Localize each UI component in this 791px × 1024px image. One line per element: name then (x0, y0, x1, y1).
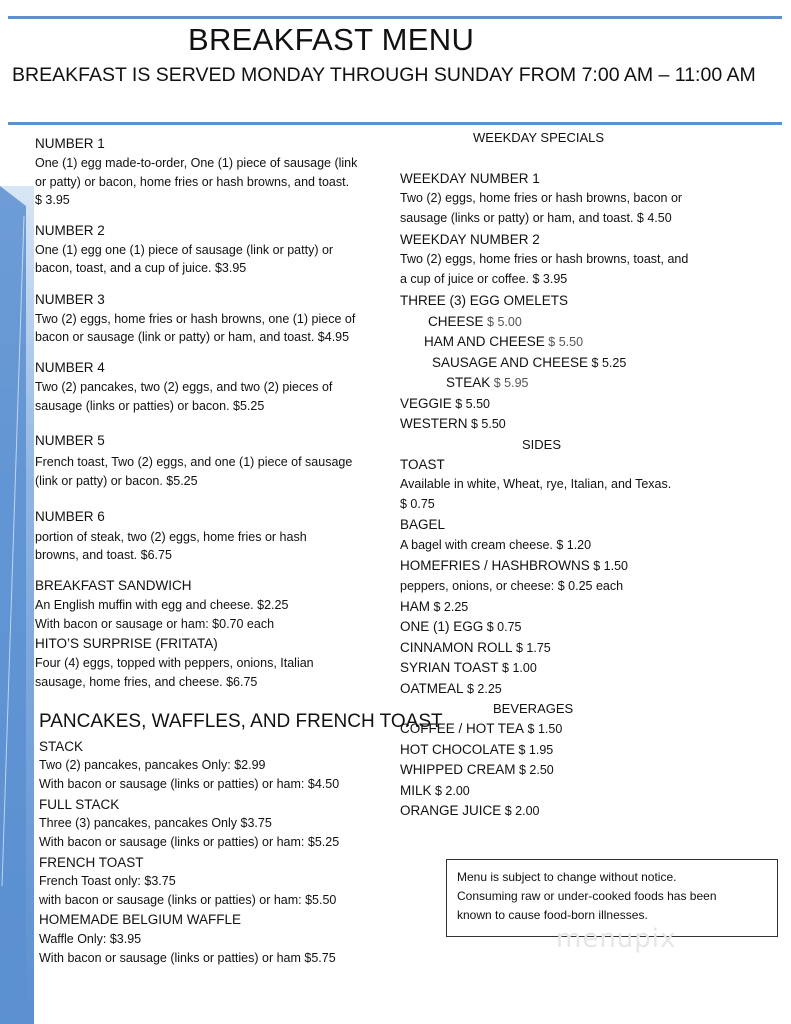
watermark: menupix (556, 924, 677, 954)
item-title: NUMBER 1 (35, 136, 105, 151)
item-line: Waffle Only: $3.95 (39, 932, 142, 946)
item-line: Available in white, Wheat, rye, Italian, and Texas. (400, 477, 672, 491)
item-title: NUMBER 2 (35, 223, 105, 238)
item-price: $ 2.00 (435, 784, 470, 798)
item-name: ORANGE JUICE (400, 803, 502, 818)
item-name: OATMEAL (400, 681, 464, 696)
item-price: $ 5.25 (591, 356, 627, 370)
header-bottom-rule (8, 122, 782, 125)
item-title: WEEKDAY NUMBER 2 (400, 232, 540, 247)
item-title: HITO’S SURPRISE (FRITATA) (35, 636, 218, 651)
item-line: Two (2) eggs, home fries or hash browns, toast, and (400, 252, 689, 266)
item-price: $ 1.50 (593, 559, 629, 573)
item-price: $ 5.00 (487, 315, 522, 329)
menu-line (432, 353, 626, 373)
section-heading-beverages: BEVERAGES (493, 701, 574, 716)
item-name: HAM (400, 599, 430, 614)
item-line: With bacon or sausage (links or patties) or ham $5.75 (39, 951, 336, 965)
item-line: An English muffin with egg and cheese. $2.25 (35, 598, 289, 612)
item-line: (link or patty) or bacon. $5.25 (35, 474, 198, 488)
item-name: WESTERN (400, 416, 468, 431)
item-line: portion of steak, two (2) eggs, home fries or hash (35, 530, 307, 544)
top-rule (8, 16, 782, 19)
menu-line (400, 617, 522, 637)
item-title: NUMBER 6 (35, 509, 105, 524)
menu-line (400, 658, 537, 678)
menu-line (428, 312, 522, 332)
item-line: With bacon or sausage or ham: $0.70 each (35, 617, 275, 631)
item-title: HOMEMADE BELGIUM WAFFLE (39, 912, 242, 927)
item-line: Two (2) eggs, home fries or hash browns, one (1) piece of (35, 312, 356, 326)
item-price: $ 5.50 (548, 335, 584, 349)
item-line: bacon or sausage (link or patty) or ham, and toast. $4.95 (35, 330, 350, 344)
item-line: bacon, toast, and a cup of juice. $3.95 (35, 261, 247, 275)
notice-line: known to cause food-born illnesses. (457, 908, 648, 922)
menu-line (400, 719, 562, 739)
item-price: $ 5.50 (470, 417, 506, 431)
item-price: $ 1.00 (502, 661, 537, 675)
item-price: $ 5.50 (455, 397, 491, 411)
item-title: NUMBER 5 (35, 433, 105, 448)
item-name: VEGGIE (400, 396, 452, 411)
menu-line (400, 679, 502, 699)
item-title: FULL STACK (39, 797, 120, 812)
item-line: with bacon or sausage (links or patties) or ham: $5.50 (39, 893, 337, 907)
item-name: SAUSAGE AND CHEESE (432, 355, 589, 370)
side-accent-bar (0, 186, 34, 1024)
menu-line (400, 638, 551, 658)
menu-line (400, 801, 540, 821)
item-price: $ 1.95 (518, 743, 554, 757)
item-name: HOT CHOCOLATE (400, 742, 516, 757)
menu-line (446, 373, 529, 393)
item-price: $ 0.75 (486, 620, 522, 634)
item-price: $ 2.00 (504, 804, 540, 818)
menu-subtitle: BREAKFAST IS SERVED MONDAY THROUGH SUNDAY FROM 7:00 AM – 11:00 AM (12, 64, 756, 86)
notice-line: Menu is subject to change without notice. (457, 870, 677, 884)
menu-line (400, 414, 506, 434)
item-line: One (1) egg one (1) piece of sausage (link or patty) or (35, 243, 334, 257)
item-name: SYRIAN TOAST (400, 660, 499, 675)
item-line: Three (3) pancakes, pancakes Only $3.75 (39, 816, 272, 830)
menu-line (400, 760, 554, 780)
item-name: STEAK (446, 375, 491, 390)
item-name: HAM AND CHEESE (424, 334, 545, 349)
menu-line (400, 394, 490, 414)
section-heading-sides: SIDES (522, 437, 562, 452)
menu-line (400, 597, 468, 617)
item-line: or patty) or bacon, home fries or hash browns, and toast. (35, 175, 350, 189)
menu-line (400, 556, 628, 576)
item-line: $ 0.75 (400, 497, 435, 511)
item-title: BAGEL (400, 517, 446, 532)
item-line: sausage (links or patties) or bacon. $5.25 (35, 399, 265, 413)
menu-line (424, 332, 583, 352)
item-name: CHEESE (428, 314, 484, 329)
item-name: WHIPPED CREAM (400, 762, 516, 777)
item-name: COFFEE / HOT TEA (400, 721, 525, 736)
item-line: $ 3.95 (35, 193, 70, 207)
item-line: With bacon or sausage (links or patties) or ham: $5.25 (39, 835, 340, 849)
menu-line (400, 781, 470, 801)
item-line: sausage (links or patty) or ham, and toast. $ 4.50 (400, 211, 672, 225)
item-title: FRENCH TOAST (39, 855, 144, 870)
item-line: browns, and toast. $6.75 (35, 548, 172, 562)
item-line: French Toast only: $3.75 (39, 874, 176, 888)
item-line: French toast, Two (2) eggs, and one (1) piece of sausage (35, 455, 353, 469)
item-title: NUMBER 4 (35, 360, 105, 375)
item-price: $ 1.75 (516, 641, 551, 655)
item-price: $ 2.50 (519, 763, 554, 777)
item-price: $ 2.25 (467, 682, 502, 696)
notice-line: Consuming raw or under-cooked foods has been (457, 889, 717, 903)
item-line: One (1) egg made-to-order, One (1) piece of sausage (link (35, 156, 358, 170)
item-price: $ 1.50 (527, 722, 563, 736)
item-name: HOMEFRIES / HASHBROWNS (400, 558, 590, 573)
item-line: Two (2) pancakes, pancakes Only: $2.99 (39, 758, 266, 772)
item-title: WEEKDAY NUMBER 1 (400, 171, 540, 186)
menu-line (400, 740, 553, 760)
menu-title: BREAKFAST MENU (188, 22, 475, 57)
item-title: BREAKFAST SANDWICH (35, 578, 192, 593)
omelets-heading: THREE (3) EGG OMELETS (400, 293, 569, 308)
item-price: $ 5.95 (493, 376, 529, 390)
section-heading-weekday-specials: WEEKDAY SPECIALS (473, 130, 605, 145)
item-line: Two (2) eggs, home fries or hash browns, bacon or (400, 191, 683, 205)
item-line: A bagel with cream cheese. $ 1.20 (400, 538, 592, 552)
item-line: Four (4) eggs, topped with peppers, onions, Italian (35, 656, 314, 670)
item-name: ONE (1) EGG (400, 619, 484, 634)
item-name: MILK (400, 783, 432, 798)
item-title: STACK (39, 739, 84, 754)
item-line: sausage, home fries, and cheese. $6.75 (35, 675, 258, 689)
item-line: a cup of juice or coffee. $ 3.95 (400, 272, 568, 286)
item-title: TOAST (400, 457, 445, 472)
section-heading-pancakes: PANCAKES, WAFFLES, AND FRENCH TOAST (39, 711, 443, 732)
item-name: CINNAMON ROLL (400, 640, 513, 655)
item-line: peppers, onions, or cheese: $ 0.25 each (400, 579, 624, 593)
item-line: Two (2) pancakes, two (2) eggs, and two (2) pieces of (35, 380, 333, 394)
item-title: NUMBER 3 (35, 292, 105, 307)
item-line: With bacon or sausage (links or patties) or ham: $4.50 (39, 777, 340, 791)
item-price: $ 2.25 (433, 600, 469, 614)
